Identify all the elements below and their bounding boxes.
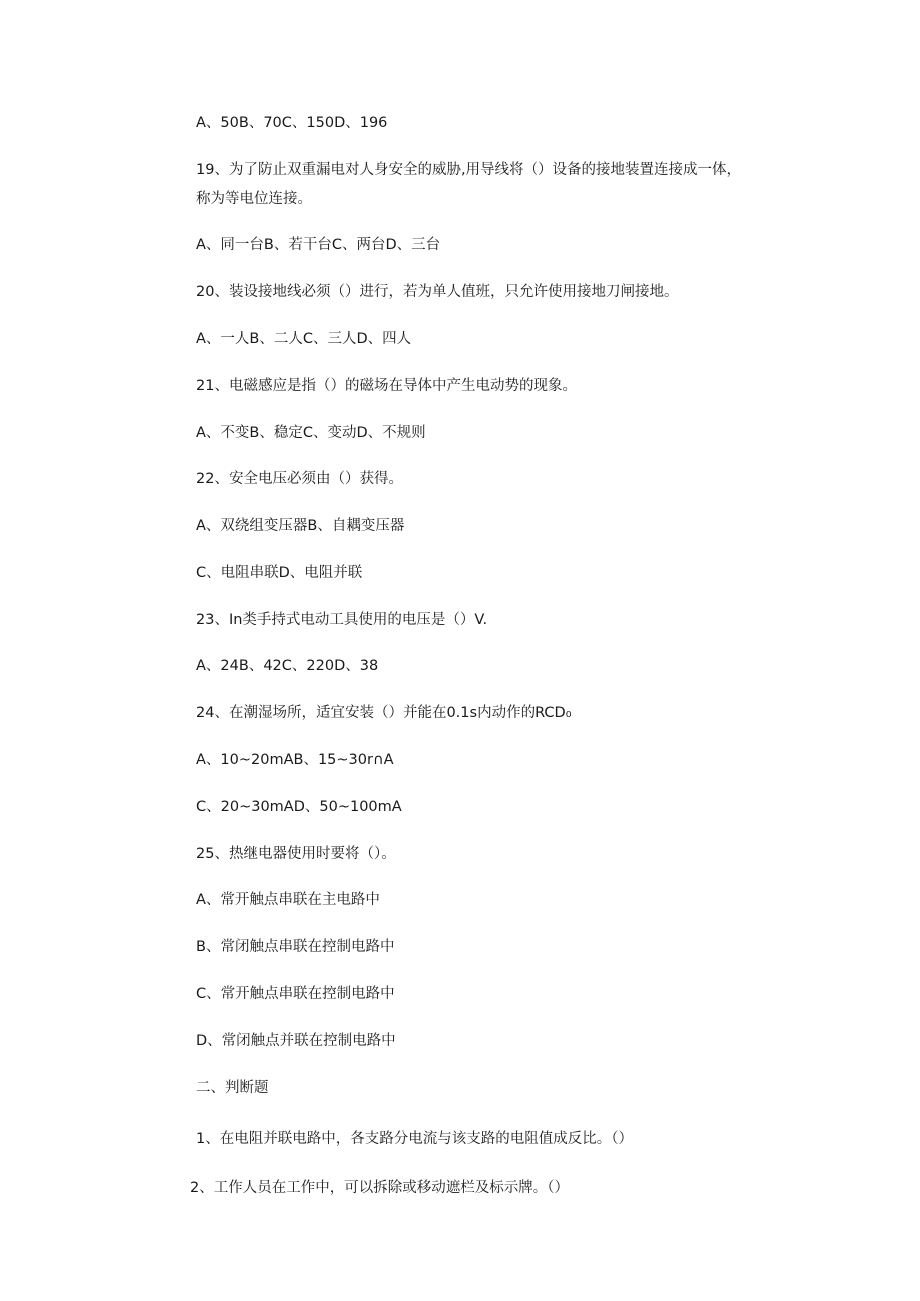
question-23-options: A、24B、42C、220D、38 bbox=[196, 658, 379, 674]
question-19-stem-continued: 称为等电位连接。 bbox=[196, 191, 312, 207]
judgement-question-2: 2、工作人员在工作中，可以拆除或移动遮栏及标示牌。（） bbox=[190, 1180, 569, 1196]
question-22-stem: 22、安全电压必须由（）获得。 bbox=[196, 471, 403, 487]
question-19-stem: 19、为了防止双重漏电对人身安全的威胁,用导线将（）设备的接地装置连接成一体， bbox=[196, 162, 742, 178]
question-21-options: A、不变B、稳定C、变动D、不规则 bbox=[196, 425, 426, 441]
section-heading-true-false: 二、判断题 bbox=[196, 1080, 269, 1096]
question-24-stem: 24、在潮湿场所，适宜安装（）并能在0.1s内动作的RCD₀ bbox=[196, 705, 572, 721]
question-25-option-a: A、常开触点串联在主电路中 bbox=[196, 892, 380, 908]
question-20-stem: 20、装设接地线必须（）进行，若为单人值班，只允许使用接地刀闸接地。 bbox=[196, 284, 679, 300]
question-25-option-d: D、常闭触点并联在控制电路中 bbox=[196, 1033, 396, 1049]
question-25-stem: 25、热继电器使用时要将（）。 bbox=[196, 846, 396, 862]
question-22-options-cd: C、电阻串联D、电阻并联 bbox=[196, 565, 363, 581]
question-24-options-ab: A、10~20mAB、15~30r∩A bbox=[196, 752, 394, 768]
judgement-question-1: 1、在电阻并联电路中，各支路分电流与该支路的电阻值成反比。（） bbox=[196, 1131, 633, 1147]
question-20-options: A、一人B、二人C、三人D、四人 bbox=[196, 331, 412, 347]
question-23-stem: 23、In类手持式电动工具使用的电压是（）V. bbox=[196, 612, 488, 628]
question-25-option-c: C、常开触点串联在控制电路中 bbox=[196, 986, 395, 1002]
question-24-options-cd: C、20~30mAD、50~100mA bbox=[196, 799, 402, 815]
question-21-stem: 21、电磁感应是指（）的磁场在导体中产生电动势的现象。 bbox=[196, 378, 577, 394]
question-22-options-ab: A、双绕组变压器B、自耦变压器 bbox=[196, 518, 405, 534]
question-25-option-b: B、常闭触点串联在控制电路中 bbox=[196, 939, 395, 955]
question-18-options: A、50B、70C、150D、196 bbox=[196, 115, 388, 131]
question-19-options: A、同一台B、若干台C、两台D、三台 bbox=[196, 237, 441, 253]
